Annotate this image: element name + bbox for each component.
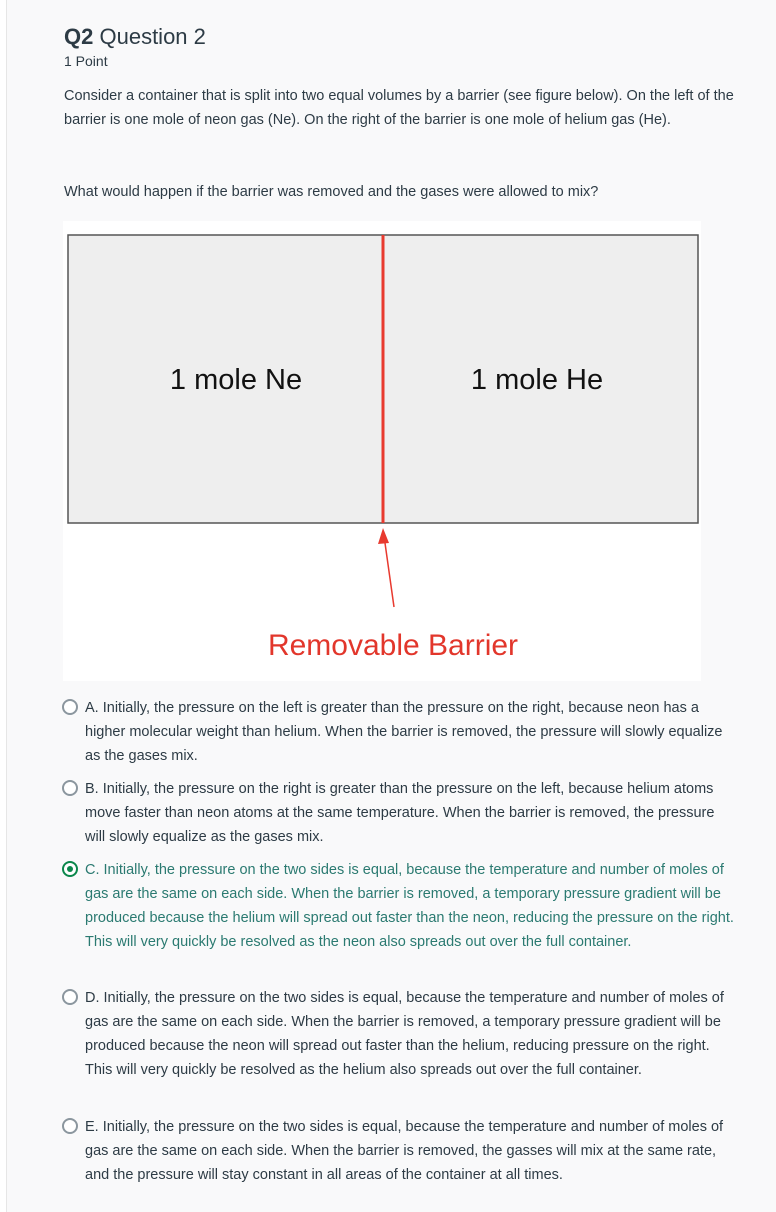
container-diagram [63,221,701,681]
answer-d-text: D. Initially, the pressure on the two sides is equal, because the temperature and number of moles of gas are the same on each side. When the barrier is removed, a temporary pressure gradient will be produced because the neon will spread out faster than the helium, reducing pressure on the right. This will very quickly be resolved as the helium also spreads out over the full container. [85,990,724,1078]
question-name: Question 2 [99,24,206,49]
radio-d[interactable] [62,989,78,1005]
barrier-arrow-shaft [385,543,394,607]
question-paragraph-1: Consider a container that is split into two equal volumes by a barrier (see figure below). On the left of the barrier is one mole of neon gas (Ne). On the right of the barrier is one mole of helium gas (He). [64,88,734,128]
answer-a-text: A. Initially, the pressure on the left is greater than the pressure on the right, because neon has a higher molecular weight than helium. When the barrier is removed, the pressure will slowly equalize as the gases mix. [85,700,723,764]
question-number: Q2 [64,24,94,49]
left-chamber-label: 1 mole Ne [169,364,303,396]
answer-e-text: E. Initially, the pressure on the two sides is equal, because the temperature and number of moles of gas are the same on each side. When the barrier is removed, the gasses will mix at the same rate, and the pressure will stay constant in all areas of the container at all times. [85,1119,724,1183]
radio-b[interactable] [62,780,78,796]
right-chamber-label: 1 mole He [470,364,604,396]
container-figure [63,221,701,681]
barrier-arrow-head [378,528,389,544]
answer-c-text: C. Initially, the pressure on the two sides is equal, because the temperature and number of moles of gas are the same on each side. When the barrier is removed, a temporary pressure gradient will be produced because the helium will spread out faster than the neon, reducing the pressure on the right. This will very quickly be resolved as the neon also spreads out over the full container. [85,862,734,950]
question-title [64,24,206,50]
radio-e[interactable] [62,1118,78,1134]
answer-b-text: B. Initially, the pressure on the right is greater than the pressure on the left, because helium atoms move faster than neon atoms at the same temperature. When the barrier is removed, the pressure will slowly equalize as the gases mix. [85,781,715,845]
barrier-label: Removable Barrier [267,629,519,662]
question-points: 1 Point [64,53,108,69]
radio-c-selected[interactable] [62,861,78,877]
question-paragraph-2: What would happen if the barrier was removed and the gases were allowed to mix? [64,184,599,200]
radio-a[interactable] [62,699,78,715]
